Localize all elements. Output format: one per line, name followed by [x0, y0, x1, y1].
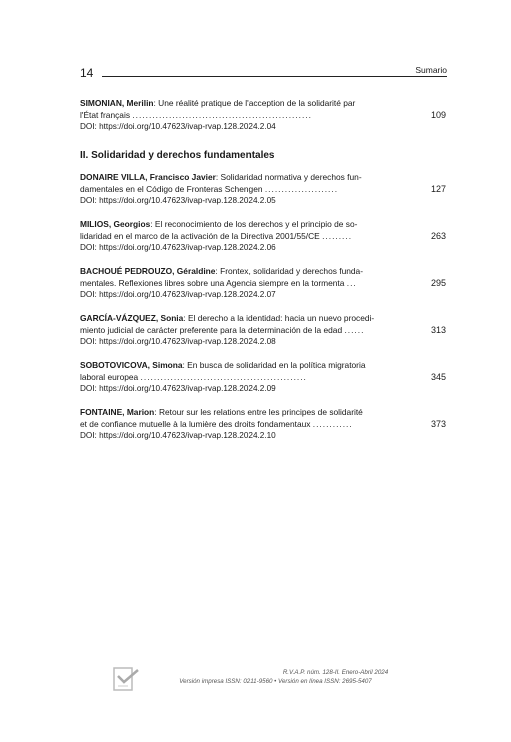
toc-entry [80, 359, 446, 395]
entry-title-line1: : Solidaridad normativa y derechos fun- [215, 172, 362, 182]
entry-author: GARCÍA-VÁZQUEZ, Sonia [80, 313, 184, 323]
entry-doi[interactable]: DOI: https://doi.org/10.47623/ivap-rvap.128.2024.2.05 [80, 196, 276, 205]
entry-title-line2: miento judicial de carácter preferente para la determinación de la edad [80, 325, 343, 335]
entry-title-line1: : El reconocimiento de los derechos y el principio de so- [150, 219, 358, 229]
entry-doi[interactable]: DOI: https://doi.org/10.47623/ivap-rvap.128.2024.2.04 [80, 122, 276, 131]
toc-entry [80, 265, 446, 301]
entry-page: 345 [430, 372, 446, 382]
page-number: 14 [80, 66, 94, 80]
entry-author: BACHOUÉ PEDROUZO, Géraldine [80, 266, 216, 276]
entry-author: SOBOTOVICOVA, Simona [80, 360, 183, 370]
entry-page: 373 [430, 419, 446, 429]
entry-author: FONTAINE, Marion [80, 407, 155, 417]
entry-title-line1: : El derecho a la identidad: hacia un nuevo procedi- [183, 313, 375, 323]
toc-entry [80, 312, 446, 348]
entry-title-line2: mentales. Reflexiones libres sobre una Agencia siempre en la tormenta [80, 278, 345, 288]
entry-title-line2: et de confiance mutuelle à la lumière des droits fondamentaux [80, 419, 311, 429]
entry-page: 127 [430, 184, 446, 194]
entry-title-line2: lidaridad en el marco de la activación de la Directiva 2001/55/CE [80, 231, 320, 241]
entry-title-line1: : Retour sur les relations entre les principes de solidarité [154, 407, 363, 417]
leader-dots: ...... [344, 325, 365, 335]
leader-dots: .................................................. [140, 372, 307, 382]
entry-doi[interactable]: DOI: https://doi.org/10.47623/ivap-rvap.128.2024.2.07 [80, 290, 276, 299]
entry-title-line1: : Frontex, solidaridad y derechos funda- [215, 266, 363, 276]
entry-author: DONAIRE VILLA, Francisco Javier [80, 172, 216, 182]
page-footer [0, 668, 511, 686]
toc-entry [80, 97, 446, 133]
entry-title-line2: laboral europea [80, 372, 139, 382]
entry-title-line1: : En busca de solidaridad en la política migratoria [182, 360, 366, 370]
table-of-contents [80, 97, 446, 453]
entry-doi[interactable]: DOI: https://doi.org/10.47623/ivap-rvap.128.2024.2.09 [80, 384, 276, 393]
entry-doi[interactable]: DOI: https://doi.org/10.47623/ivap-rvap.128.2024.2.10 [80, 431, 276, 440]
leader-dots: ... [346, 278, 357, 288]
leader-dots: ............ [312, 419, 353, 429]
leader-dots: ...................................................... [132, 110, 312, 120]
entry-page: 313 [430, 325, 446, 335]
entry-author: SIMONIAN, Merilin [80, 98, 154, 108]
toc-entry [80, 171, 446, 207]
entry-page: 295 [430, 278, 446, 288]
entry-doi[interactable]: DOI: https://doi.org/10.47623/ivap-rvap.128.2024.2.08 [80, 337, 276, 346]
entry-author: MILIOS, Georgios [80, 219, 151, 229]
entry-doi[interactable]: DOI: https://doi.org/10.47623/ivap-rvap.128.2024.2.06 [80, 243, 276, 252]
entry-title-line2: damentales en el Código de Fronteras Schengen [80, 184, 263, 194]
entry-title-line1: : Une réalité pratique de l'acception de la solidarité par [153, 98, 356, 108]
footer-issn: Versión impresa ISSN: 0211-9560 • Versión en línea ISSN: 2695-5407 [179, 678, 372, 685]
toc-entry [80, 218, 446, 254]
section-heading: II. Solidaridad y derechos fundamentales [80, 150, 275, 161]
leader-dots: ......... [322, 231, 353, 241]
header-rule [102, 76, 447, 77]
entry-page: 109 [430, 110, 446, 120]
entry-title-line2: l'État français [80, 110, 131, 120]
footer-citation: R.V.A.P. núm. 128-II. Enero-Abril 2024 [282, 669, 389, 676]
entry-page: 263 [430, 231, 446, 241]
toc-entry [80, 406, 446, 442]
leader-dots: ...................... [264, 184, 339, 194]
section-label: Sumario [415, 65, 447, 75]
